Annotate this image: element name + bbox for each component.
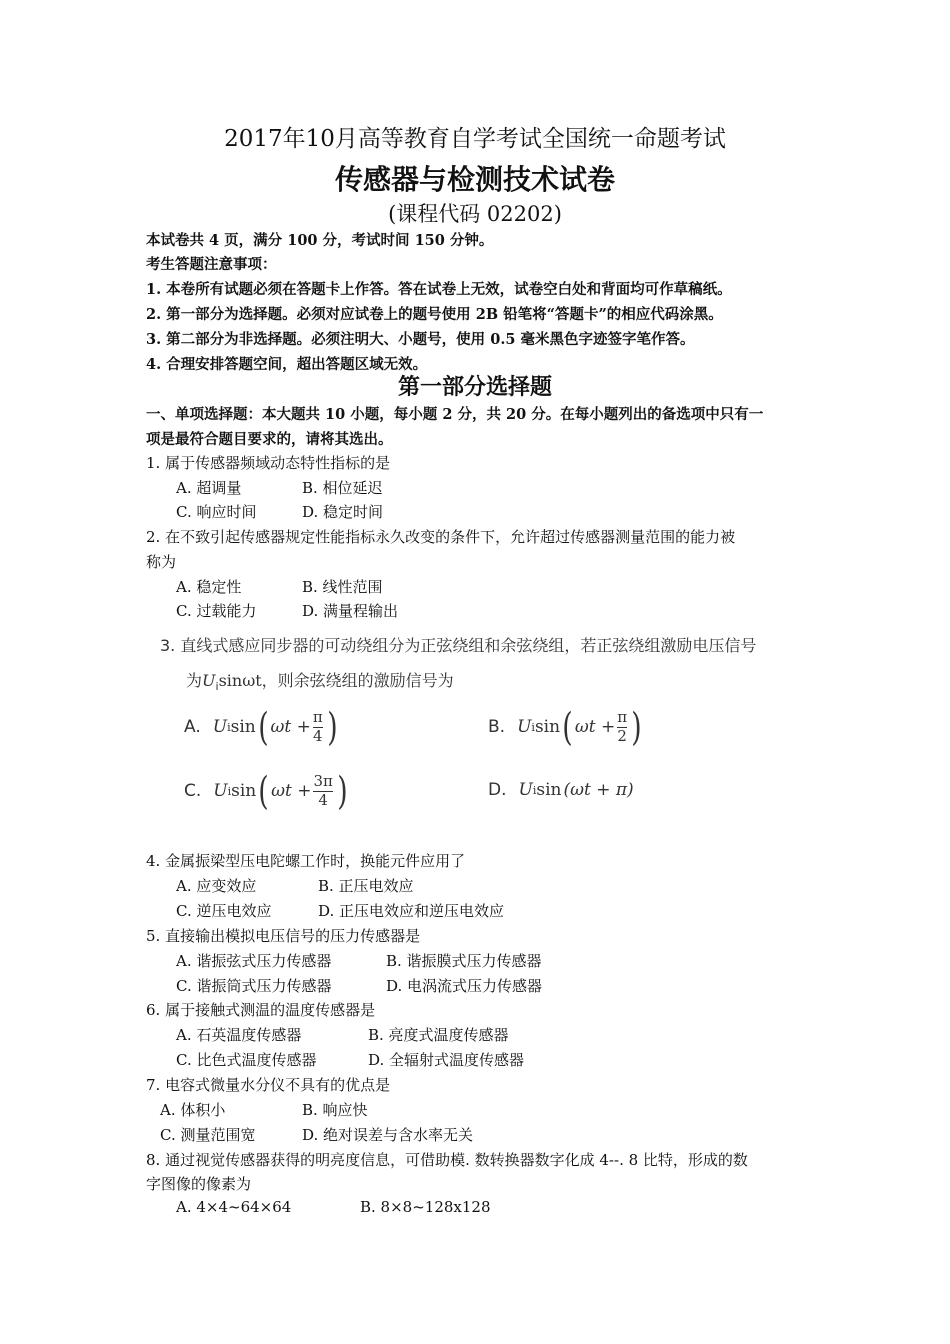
note-1: 1. 本卷所有试题必须在答题卡上作答。答在试卷上无效，试卷空白处和背面均可作草稿纸。: [146, 281, 732, 298]
q6-option-d: D. 全辐射式温度传感器: [368, 1051, 525, 1069]
q3-stem-line2: 为$U_i\sin\omega t$，则余弦绕组的激励信号为: [186, 671, 454, 694]
q4-stem: 4. 金属振梁型压电陀螺工作时，换能元件应用了: [146, 852, 466, 870]
q3-b-fraction: $\frac{\pi}{2}$: [617, 708, 628, 745]
q3-a-fraction: $\frac{\pi}{4}$: [312, 708, 323, 745]
q7-stem: 7. 电容式微量水分仪不具有的优点是: [146, 1076, 391, 1094]
q6-option-c: C. 比色式温度传感器: [176, 1051, 317, 1069]
note-2: 2. 第一部分为选择题。必须对应试卷上的题号使用 2B 铅笔将“答题卡”的相应代码涂黑。: [146, 306, 723, 323]
q7-option-d: D. 绝对误差与含水率无关: [302, 1126, 474, 1144]
q5-option-d: D. 电涡流式压力传感器: [386, 977, 543, 995]
q4-option-c: C. 逆压电效应: [176, 902, 272, 920]
q1-option-c: C. 响应时间: [176, 503, 257, 521]
q4-option-a: A. 应变效应: [176, 877, 257, 895]
q7-option-b: B. 响应快: [302, 1101, 368, 1119]
q2-option-a: A. 稳定性: [176, 578, 242, 596]
course-code: (课程代码 02202): [388, 202, 562, 226]
q2-stem-line1: 2. 在不致引起传感器规定性能指标永久改变的条件下，允许超过传感器测量范围的能力被: [146, 528, 736, 546]
q4-option-b: B. 正压电效应: [318, 877, 414, 895]
q3-option-c: C. U i sin ( ωt + $\frac{3\pi}{4}$ ): [184, 769, 348, 813]
q4-option-d: D. 正压电效应和逆压电效应: [318, 902, 505, 920]
q5-option-b: B. 谐振膜式压力传感器: [386, 952, 542, 970]
q3-option-d: D. U i sin (ωt + π): [488, 780, 634, 800]
q1-option-d: D. 稳定时间: [302, 503, 384, 521]
note-3: 3. 第二部分为非选择题。必须注明大、小题号，使用 0.5 毫米黑色字迹签字笔作答。: [146, 331, 695, 348]
q2-option-c: C. 过载能力: [176, 602, 257, 620]
q5-option-c: C. 谐振筒式压力传感器: [176, 977, 332, 995]
q1-option-a: A. 超调量: [176, 479, 242, 497]
q6-option-a: A. 石英温度传感器: [176, 1026, 302, 1044]
q6-stem: 6. 属于接触式测温的温度传感器是: [146, 1001, 376, 1019]
q5-option-a: A. 谐振弦式压力传感器: [176, 952, 332, 970]
notes-title: 考生答题注意事项：: [146, 256, 277, 273]
q7-option-a: A. 体积小: [160, 1101, 226, 1119]
paper-title: 传感器与检测技术试卷: [334, 163, 615, 196]
section-intro-line2: 项是最符合题目要求的，请将其选出。: [146, 431, 393, 448]
q5-stem: 5. 直接输出模拟电压信号的压力传感器是: [146, 927, 421, 945]
q1-option-b: B. 相位延迟: [302, 479, 383, 497]
q8-option-a: A. 4×4~64×64: [176, 1198, 292, 1216]
exam-header: 2017年10月高等教育自学考试全国统一命题考试: [224, 126, 726, 152]
part1-title: 第一部分选择题: [397, 374, 552, 400]
q3-option-a: A. U i sin ( ωt + $\frac{\pi}{4}$ ): [184, 705, 338, 749]
q2-option-d: D. 满量程输出: [302, 602, 399, 620]
q1-stem: 1. 属于传感器频域动态特性指标的是: [146, 454, 391, 472]
q8-option-b: B. 8×8~128x128: [360, 1198, 491, 1216]
q3-c-fraction: $\frac{3\pi}{4}$: [313, 772, 333, 809]
q6-option-b: B. 亮度式温度传感器: [368, 1026, 509, 1044]
q7-option-c: C. 测量范围宽: [160, 1126, 256, 1144]
q2-option-b: B. 线性范围: [302, 578, 383, 596]
section-intro-line1: 一、单项选择题：本大题共 10 小题，每小题 2 分，共 20 分。在每小题列出的备选项中只有一: [146, 406, 764, 423]
exam-summary: 本试卷共 4 页，满分 100 分，考试时间 150 分钟。: [146, 232, 494, 249]
q3-option-b: B. U i sin ( ωt + $\frac{\pi}{2}$ ): [488, 705, 642, 749]
q8-stem-line1: 8. 通过视觉传感器获得的明亮度信息，可借助模. 数转换器数字化成 4--. 8 比特，形成的数: [146, 1151, 748, 1169]
q2-stem-line2: 称为: [146, 553, 177, 571]
note-4: 4. 合理安排答题空间，超出答题区域无效。: [146, 356, 428, 373]
q8-stem-line2: 字图像的像素为: [146, 1175, 252, 1193]
q3-stem-line1: 3. 直线式感应同步器的可动绕组分为正弦绕组和余弦绕组，若正弦绕组激励电压信号: [160, 636, 757, 655]
